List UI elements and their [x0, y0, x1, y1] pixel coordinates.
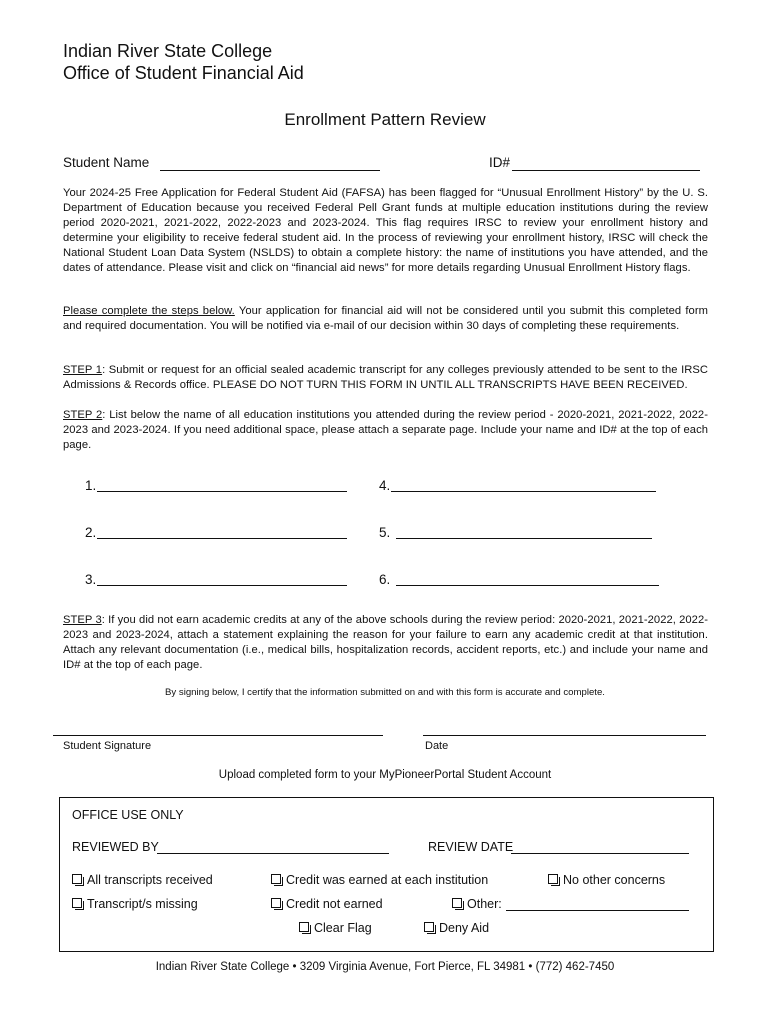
step1-text: : Submit or request for an official sealed academic transcript for any colleges previously attended to be sent to the IRSC Admissions & Records office. PLEASE DO NOT TURN THIS FORM IN UNTIL ALL TRANSCRIPTS HAVE BEEN RECEIVED.	[63, 364, 708, 391]
other-field[interactable]	[506, 910, 689, 911]
institution-number: 6.	[379, 572, 391, 587]
checkbox-all-transcripts[interactable]	[72, 873, 213, 887]
college-name: Indian River State College	[63, 41, 273, 61]
date-label: Date	[425, 740, 449, 752]
step3-paragraph	[63, 613, 708, 673]
checkbox-icon	[72, 898, 82, 908]
office-use-title: OFFICE USE ONLY	[72, 808, 184, 822]
checkbox-clear-flag[interactable]	[299, 921, 372, 935]
review-date-label: REVIEW DATE	[428, 840, 514, 854]
institution-number: 2.	[85, 525, 97, 540]
institution-field-3[interactable]	[97, 585, 347, 586]
checkbox-transcripts-missing[interactable]	[72, 897, 198, 911]
steps-intro-text: Your application for financial aid will not be considered until you submit this completed form and required documentation. You will be notified via e-mail of our decision within 30 days of completing these requirements.	[63, 305, 708, 332]
institution-field-6[interactable]	[396, 585, 659, 586]
checkbox-label: Credit not earned	[286, 897, 383, 911]
reviewed-by-field[interactable]	[157, 853, 389, 854]
id-field[interactable]	[512, 170, 700, 171]
date-line[interactable]	[423, 735, 706, 736]
footer-address: Indian River State College • 3209 Virginia Avenue, Fort Pierce, FL 34981 • (772) 462-7450	[155, 961, 615, 973]
student-name-label: Student Name	[63, 155, 150, 170]
office-name: Office of Student Financial Aid	[63, 63, 304, 83]
steps-intro	[63, 304, 708, 334]
institution-field-1[interactable]	[97, 491, 347, 492]
checkbox-no-concerns[interactable]	[548, 873, 665, 887]
id-label: ID#	[489, 155, 511, 170]
checkbox-label: Clear Flag	[314, 921, 372, 935]
checkbox-icon	[548, 874, 558, 884]
checkbox-icon	[452, 898, 462, 908]
reviewed-by-label: REVIEWED BY	[72, 840, 159, 854]
signature-line[interactable]	[53, 735, 383, 736]
checkbox-credit-earned[interactable]	[271, 873, 488, 887]
institution-field-2[interactable]	[97, 538, 347, 539]
institution-number: 1.	[85, 478, 97, 493]
upload-instructions: Upload completed form to your MyPioneerPortal Student Account	[218, 769, 552, 781]
step1-paragraph	[63, 363, 708, 393]
checkbox-label: All transcripts received	[87, 873, 213, 887]
step3-text: : If you did not earn academic credits at any of the above schools during the review period: 2020-2021, 2021-2022, 2022-2023 and 2023-2024, attach a statement explaining the reason for your failure to earn any academic credit at that institution. Attach any relevant documentation (i.e., medical bills, hospitalization records, accident reports, etc.) and include your name and ID# at the top of each page.	[63, 614, 708, 671]
checkbox-other[interactable]	[452, 897, 502, 911]
step2-paragraph	[63, 408, 708, 453]
checkbox-label: Other:	[467, 897, 502, 911]
step3-label: STEP 3	[63, 614, 102, 626]
step2-text: : List below the name of all education institutions you attended during the review period - 2020-2021, 2021-2022, 2022-2023 and 2023-2024. If you need additional space, please attach a separate page. Include your name and ID# at the top of each page.	[63, 409, 708, 451]
step1-label: STEP 1	[63, 364, 103, 376]
checkbox-deny-aid[interactable]	[424, 921, 489, 935]
checkbox-icon	[271, 874, 281, 884]
review-date-field[interactable]	[511, 853, 689, 854]
checkbox-label: Transcript/s missing	[87, 897, 198, 911]
checkbox-icon	[424, 922, 434, 932]
step2-label: STEP 2	[63, 409, 103, 421]
institution-number: 3.	[85, 572, 97, 587]
checkbox-credit-not-earned[interactable]	[271, 897, 383, 911]
form-title: Enrollment Pattern Review	[284, 110, 486, 129]
intro-paragraph: Your 2024-25 Free Application for Federal Student Aid (FAFSA) has been flagged for “Unusual Enrollment History” by the U. S. Department of Education because you received Federal Pell Grant funds at multiple education institutions during the review period 2020-2021, 2021-2022, 2022-2023 and 2023-2024. This flag requires IRSC to review your enrollment history and determine your eligibility to receive federal student aid. In the process of reviewing your enrollment history, IRSC will check the National Student Loan Data System (NSLDS) to obtain a complete history: the name of institutions you have attended, and the dates of attendance. Please visit and click on “financial aid news” for more details regarding Unusual Enrollment History flags.	[63, 187, 708, 274]
checkbox-label: Deny Aid	[439, 921, 490, 935]
institution-number: 5.	[379, 525, 391, 540]
student-name-field[interactable]	[160, 170, 380, 171]
steps-intro-underlined: Please complete the steps below.	[63, 305, 235, 317]
institution-field-4[interactable]	[391, 491, 656, 492]
signature-label: Student Signature	[63, 740, 152, 752]
checkbox-icon	[299, 922, 309, 932]
institution-number: 4.	[379, 478, 391, 493]
checkbox-label: Credit was earned at each institution	[286, 873, 489, 887]
institution-field-5[interactable]	[396, 538, 652, 539]
checkbox-icon	[72, 874, 82, 884]
checkbox-icon	[271, 898, 281, 908]
certify-text: By signing below, I certify that the information submitted on and with this form is accurate and complete.	[165, 687, 605, 698]
checkbox-label: No other concerns	[563, 873, 666, 887]
